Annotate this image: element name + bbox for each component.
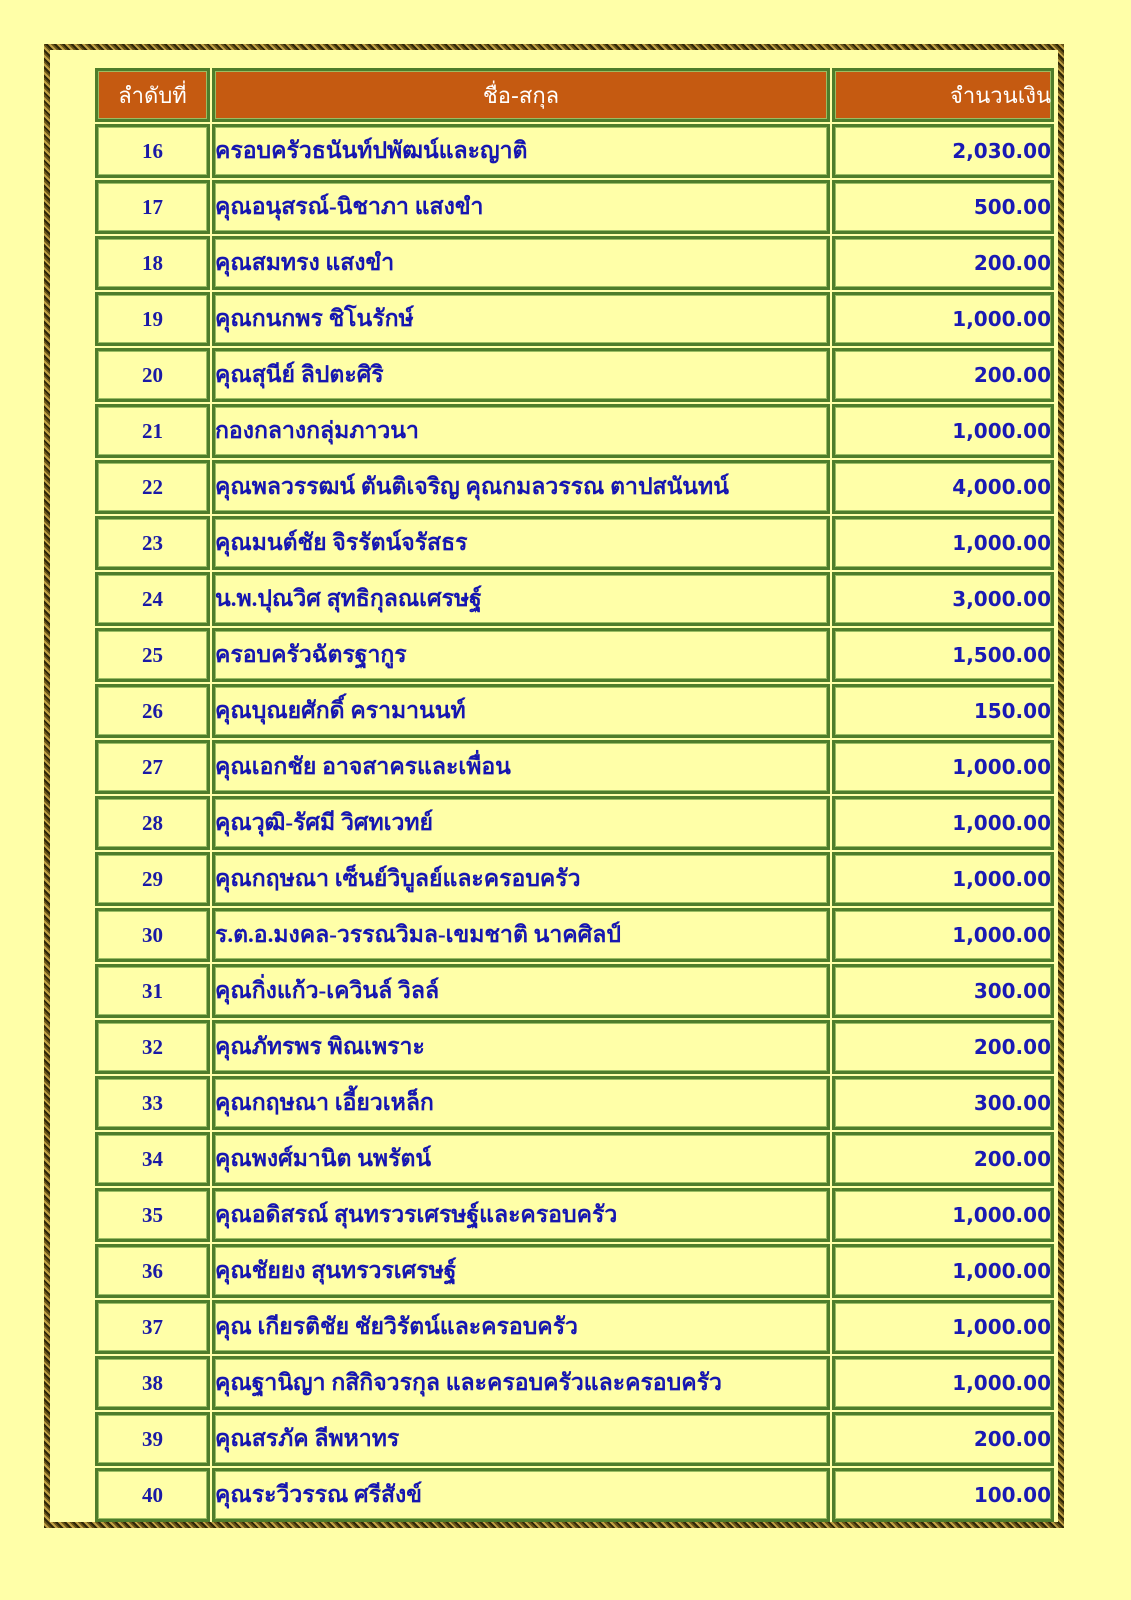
donation-amount: 2,030.00 (832, 124, 1054, 178)
table-row (95, 1356, 1054, 1410)
donation-amount: 150.00 (832, 684, 1054, 738)
donation-amount: 300.00 (832, 1076, 1054, 1130)
donation-amount: 1,000.00 (832, 852, 1054, 906)
row-number: 31 (95, 964, 210, 1018)
donation-amount: 1,000.00 (832, 292, 1054, 346)
donation-amount: 3,000.00 (832, 572, 1054, 626)
table-row (95, 1468, 1054, 1522)
table-row (95, 572, 1054, 626)
row-number: 18 (95, 236, 210, 290)
donation-amount: 200.00 (832, 1132, 1054, 1186)
donation-amount: 1,000.00 (832, 516, 1054, 570)
donation-table (93, 66, 1056, 1524)
donation-amount: 1,000.00 (832, 1188, 1054, 1242)
row-number: 20 (95, 348, 210, 402)
table-row (95, 236, 1054, 290)
row-number: 17 (95, 180, 210, 234)
donation-amount: 1,000.00 (832, 908, 1054, 962)
table-row (95, 852, 1054, 906)
donation-amount: 100.00 (832, 1468, 1054, 1522)
donor-name: คุณสมทรง แสงขำ (212, 236, 830, 290)
donor-name: คุณ เกียรติชัย ชัยวิรัตน์และครอบครัว (212, 1300, 830, 1354)
donation-amount: 1,000.00 (832, 1300, 1054, 1354)
donor-name: คุณวุฒิ-รัศมี วิศทเวทย์ (212, 796, 830, 850)
donor-name: คุณกนกพร ชิโนรักษ์ (212, 292, 830, 346)
donor-name: ร.ต.อ.มงคล-วรรณวิมล-เขมชาติ นาคศิลป์ (212, 908, 830, 962)
table-row (95, 348, 1054, 402)
donor-name: คุณกฤษณา เอี้ยวเหล็ก (212, 1076, 830, 1130)
table-row (95, 1188, 1054, 1242)
table-row (95, 180, 1054, 234)
donor-name: คุณกิ่งแก้ว-เควินล์ วิลล์ (212, 964, 830, 1018)
donor-name: กองกลางกลุ่มภาวนา (212, 404, 830, 458)
row-number: 37 (95, 1300, 210, 1354)
row-number: 25 (95, 628, 210, 682)
donor-name: คุณอดิสรณ์ สุนทรวรเศรษฐ์และครอบครัว (212, 1188, 830, 1242)
donor-name: คุณภัทรพร พิณเพราะ (212, 1020, 830, 1074)
donor-name: คุณพงศ์มานิต นพรัตน์ (212, 1132, 830, 1186)
donation-amount: 200.00 (832, 1020, 1054, 1074)
donor-name: คุณเอกชัย อาจสาครและเพื่อน (212, 740, 830, 794)
table-row (95, 516, 1054, 570)
donor-name: คุณมนต์ชัย จิรรัตน์จรัสธร (212, 516, 830, 570)
table-row (95, 1132, 1054, 1186)
row-number: 16 (95, 124, 210, 178)
donor-name: คุณสุนีย์ ลิปตะศิริ (212, 348, 830, 402)
row-number: 22 (95, 460, 210, 514)
donor-name: คุณชัยยง สุนทรวรเศรษฐ์ (212, 1244, 830, 1298)
row-number: 26 (95, 684, 210, 738)
row-number: 34 (95, 1132, 210, 1186)
donation-amount: 1,000.00 (832, 1356, 1054, 1410)
donor-name: น.พ.ปุณวิศ สุทธิกุลณเศรษฐ์ (212, 572, 830, 626)
row-number: 32 (95, 1020, 210, 1074)
row-number: 36 (95, 1244, 210, 1298)
header-sequence-number: ลำดับที่ (95, 68, 210, 122)
row-number: 29 (95, 852, 210, 906)
table-row (95, 796, 1054, 850)
table-row (95, 460, 1054, 514)
donation-amount: 200.00 (832, 1412, 1054, 1466)
donation-amount: 300.00 (832, 964, 1054, 1018)
donor-name: คุณพลวรรฒน์ ตันติเจริญ คุณกมลวรรณ ตาปสนันทน์ (212, 460, 830, 514)
table-row (95, 1244, 1054, 1298)
header-amount: จำนวนเงิน (832, 68, 1054, 122)
table-row (95, 684, 1054, 738)
row-number: 19 (95, 292, 210, 346)
table-row (95, 628, 1054, 682)
table-row (95, 964, 1054, 1018)
table-row (95, 124, 1054, 178)
row-number: 40 (95, 1468, 210, 1522)
donor-name: ครอบครัวธนันท์ปพัฒน์และญาติ (212, 124, 830, 178)
donor-name: คุณฐานิญา กสิกิจวรกุล และครอบครัวและครอบครัว (212, 1356, 830, 1410)
table-row (95, 1300, 1054, 1354)
table-row (95, 292, 1054, 346)
donor-name: ครอบครัวฉัตรฐากูร (212, 628, 830, 682)
row-number: 39 (95, 1412, 210, 1466)
row-number: 33 (95, 1076, 210, 1130)
row-number: 23 (95, 516, 210, 570)
row-number: 24 (95, 572, 210, 626)
donation-amount: 1,500.00 (832, 628, 1054, 682)
row-number: 27 (95, 740, 210, 794)
table-row (95, 1076, 1054, 1130)
table-row (95, 740, 1054, 794)
row-number: 21 (95, 404, 210, 458)
table-body (95, 124, 1054, 1522)
table-row (95, 1412, 1054, 1466)
donation-amount: 1,000.00 (832, 740, 1054, 794)
donation-amount: 200.00 (832, 348, 1054, 402)
donation-amount: 4,000.00 (832, 460, 1054, 514)
table-row (95, 404, 1054, 458)
row-number: 30 (95, 908, 210, 962)
row-number: 38 (95, 1356, 210, 1410)
table-row (95, 908, 1054, 962)
donor-name: คุณอนุสรณ์-นิชาภา แสงขำ (212, 180, 830, 234)
donation-amount: 200.00 (832, 236, 1054, 290)
row-number: 35 (95, 1188, 210, 1242)
header-row (95, 68, 1054, 122)
table-row (95, 1020, 1054, 1074)
row-number: 28 (95, 796, 210, 850)
donation-amount: 500.00 (832, 180, 1054, 234)
donor-name: คุณระวีวรรณ ศรีสังข์ (212, 1468, 830, 1522)
header-full-name: ชื่อ-สกุล (212, 68, 830, 122)
table-header (95, 68, 1054, 122)
donor-name: คุณบุณยศักดิ์ ครามานนท์ (212, 684, 830, 738)
donor-name: คุณสรภัค ลีพหาทร (212, 1412, 830, 1466)
donor-name: คุณกฤษณา เซ็นย์วิบูลย์และครอบครัว (212, 852, 830, 906)
donation-amount: 1,000.00 (832, 1244, 1054, 1298)
donation-amount: 1,000.00 (832, 404, 1054, 458)
donation-amount: 1,000.00 (832, 796, 1054, 850)
